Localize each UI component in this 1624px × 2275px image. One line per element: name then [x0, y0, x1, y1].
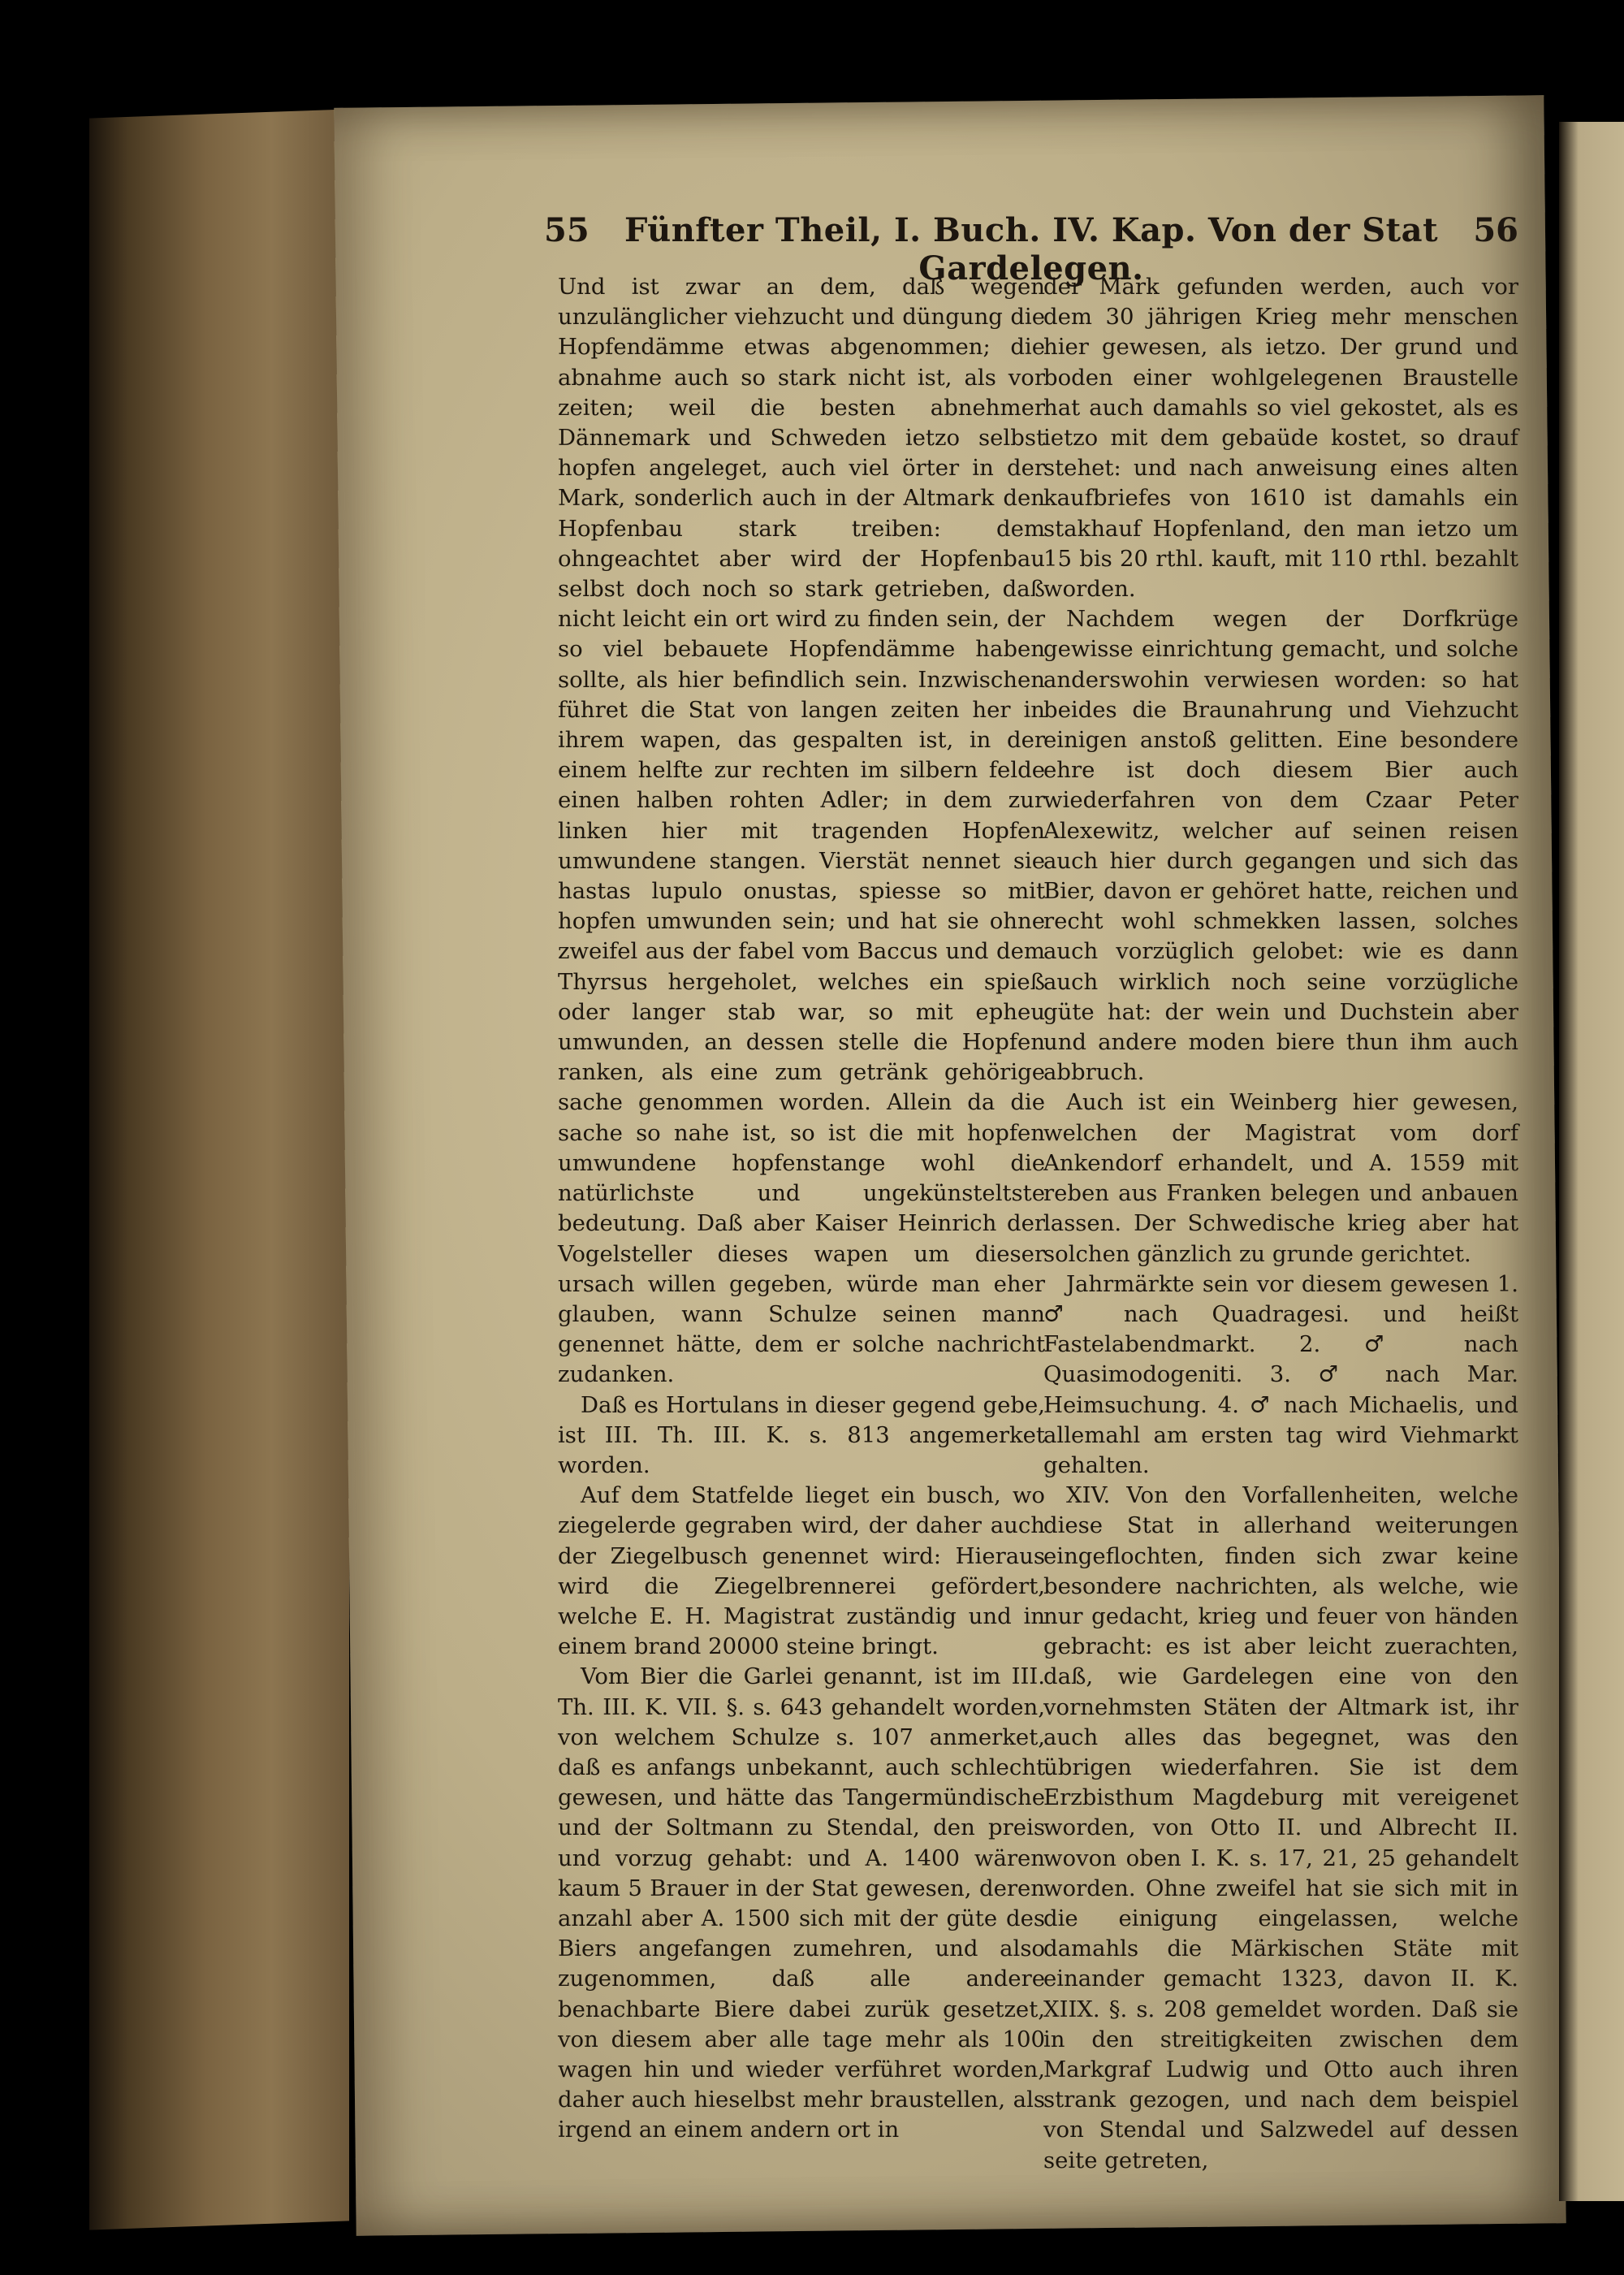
running-header — [544, 211, 1518, 288]
page-number-left: 55 — [544, 211, 590, 249]
right-text-column — [1043, 272, 1518, 2176]
paragraph: Jahrmärkte sein vor diesem gewesen 1. ♂ nach Quadragesi. und heißt Fastelabendmarkt. 2. ♂ nach Quasimodogeniti. 3. ♂ nach Mar. Heimsuchung. 4. ♂ nach Michaelis, und allemahl am ersten tag wird Viehmarkt gehalten. — [1043, 1270, 1518, 1478]
paragraph: Nachdem wegen der Dorfkrüge gewisse einrichtung gemacht, und solche anderswohin verwiesen worden: so hat beides die Braunahrung und Viehzucht einigen anstoß gelitten. Eine besondere ehre ist doch diesem Bier auch wiederfahren von dem Czaar Peter Alexewitz, welcher auf seinen reisen auch hier durch gegangen und sich das Bier, davon er gehöret hatte, reichen und recht wohl schmekken lassen, solches auch vorzüglich gelobet: wie es dann auch wirklich noch seine vorzügliche güte hat: der wein und Duchstein aber und andere moden biere thun ihm auch abbruch. — [1043, 606, 1518, 1086]
page-number-right: 56 — [1473, 211, 1518, 249]
paragraph: Und ist zwar an dem, daß wegen unzulänglicher viehzucht und düngung die Hopfendämme etwas abgenommen; die abnahme auch so stark nicht ist, als vor zeiten; weil die besten abnehmer Dännemark und Schweden ietzo selbst hopfen angeleget, auch viel örter in der Mark, sonderlich auch in der Altmark den Hopfenbau stark treiben: dem ohngeachtet aber wird der Hopfenbau selbst doch noch so stark getrieben, daß nicht leicht ein ort wird zu finden sein, der so viel bebauete Hopfendämme haben sollte, als hier befindlich sein. Inzwischen führet die Stat von langen zeiten her in ihrem wapen, das gespalten ist, in der einem helfte zur rechten im silbern felde einen halben rohten Adler; in dem zur linken hier mit tragenden Hopfen umwundene stangen. Vierstät nennet sie hastas lupulo onustas, spiesse so mit hopfen umwunden sein; und hat sie ohne zweifel aus der fabel vom Baccus und dem Thyrsus hergeholet, welches ein spieß oder langer stab war, so mit epheu umwunden, an dessen stelle die Hopfen ranken, als eine zum getränk gehörige sache genommen worden. Allein da die sache so nahe ist, so ist die mit hopfen umwundene hopfenstange wohl die natürlichste und ungekünsteltste bedeutung. Daß aber Kaiser Heinrich der Vogelsteller dieses wapen um dieser ursach willen gegeben, würde man eher glauben, wann Schulze seinen mann genennet hätte, dem er solche nachricht zudanken. — [558, 274, 1045, 1388]
paragraph: Vom Bier die Garlei genannt, ist im III. Th. III. K. VII. §. s. 643 gehandelt worden, von welchem Schulze s. 107 anmerket, daß es anfangs unbekannt, auch schlecht gewesen, und hätte das Tangermündische und der Soltmann zu Stendal, den preis und vorzug gehabt: und A. 1400 wären kaum 5 Brauer in der Stat gewesen, deren anzahl aber A. 1500 sich mit der güte des Biers angefangen zumehren, und also zugenommen, daß alle andere benachbarte Biere dabei zurük gesetzet, von diesem aber alle tage mehr als 100 wagen hin und wieder verführet worden, daher auch hieselbst mehr braustellen, als irgend an einem andern ort in — [558, 1663, 1045, 2143]
facing-page-edge — [1559, 122, 1624, 2201]
paragraph: XIV. Von den Vorfallenheiten, welche diese Stat in allerhand weiterungen eingeflochten, finden sich zwar keine besondere nachrichten, als welche, wie nur gedacht, krieg und feuer von händen gebracht: es ist aber leicht zuerachten, daß, wie Gardelegen eine von den vornehmsten Stäten der Altmark ist, ihr auch alles das begegnet, was den übrigen wiederfahren. Sie ist dem Erzbisthum Magdeburg mit vereigenet worden, von Otto II. und Albrecht II. wovon oben I. K. s. 17, 21, 25 gehandelt worden. Ohne zweifel hat sie sich mit in die einigung eingelassen, welche damahls die Märkischen Stäte mit einander gemacht 1323, davon II. K. XIIX. §. s. 208 gemeldet worden. Daß sie in den streitigkeiten zwischen dem Markgraf Ludwig und Otto auch ihren strank gezogen, und nach dem beispiel von Stendal und Salzwedel auf dessen seite getreten, — [1043, 1482, 1518, 2173]
paragraph: Daß es Hortulans in dieser gegend gebe, ist III. Th. III. K. s. 813 angemerket worden. — [558, 1391, 1045, 1478]
paragraph: Auf dem Statfelde lieget ein busch, wo ziegelerde gegraben wird, der daher auch der Ziegelbusch genennet wird: Hieraus wird die Ziegelbrennerei gefördert, welche E. H. Magistrat zuständig und in einem brand 20000 steine bringt. — [558, 1482, 1045, 1660]
running-title: Fünfter Theil, I. Buch. IV. Kap. Von der Stat Gardelegen. — [624, 211, 1439, 288]
paragraph: der Mark gefunden werden, auch vor dem 30 jährigen Krieg mehr menschen hier gewesen, als ietzo. Der grund und boden einer wohlgelegenen Braustelle hat auch damahls so viel gekostet, als es ietzo mit dem gebaüde kostet, so drauf stehet: und nach anweisung eines alten kaufbriefes von 1610 ist damahls ein stakhauf Hopfenland, den man ietzo um 15 bis 20 rthl. kauft, mit 110 rthl. bezahlt worden. — [1043, 274, 1518, 603]
paragraph: Auch ist ein Weinberg hier gewesen, welchen der Magistrat vom dorf Ankendorf erhandelt, und A. 1559 mit reben aus Franken belegen und anbauen lassen. Der Schwedische krieg aber hat solchen gänzlich zu grunde gerichtet. — [1043, 1089, 1518, 1267]
book-page-edges — [89, 109, 349, 2230]
left-text-column — [558, 272, 1045, 2146]
